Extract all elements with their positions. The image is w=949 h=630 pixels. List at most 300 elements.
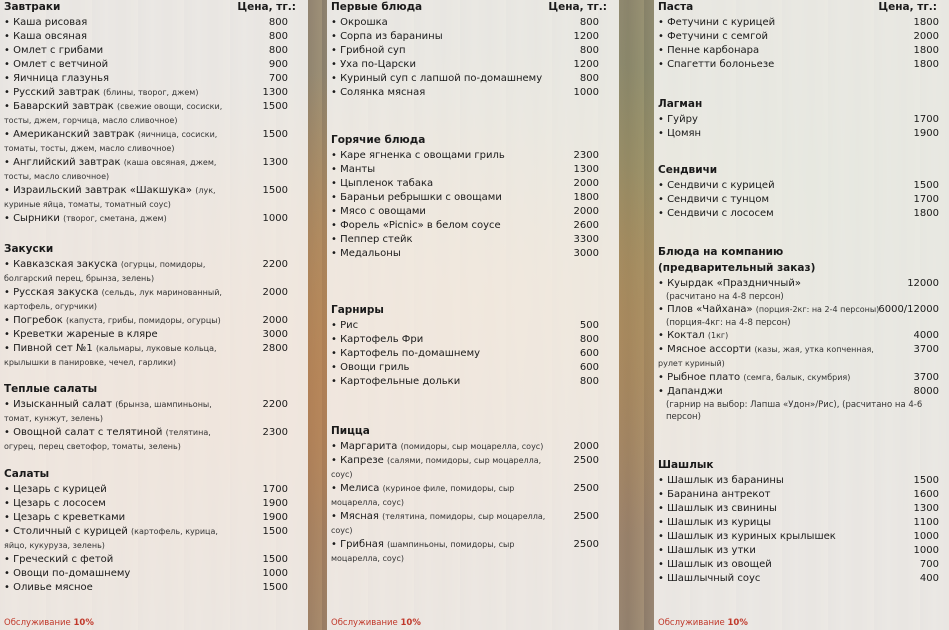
item-title: • Капрезе: [331, 455, 384, 466]
section-hot-dishes: [327, 133, 619, 261]
item-title: • Шашлычный соус: [658, 573, 761, 584]
section-header: [654, 163, 949, 179]
item-price: 1700: [913, 194, 939, 205]
section-snacks: [0, 242, 308, 370]
item-price: 1800: [913, 59, 939, 70]
item-title: • Шашлык из баранины: [658, 475, 784, 486]
item-title: • Картофель Фри: [331, 334, 424, 345]
item-title: • Английский завтрак: [4, 157, 121, 168]
menu-item: [654, 502, 949, 516]
item-name: [4, 511, 232, 525]
item-price: 1500: [262, 554, 288, 565]
section-breakfast: [0, 0, 308, 226]
item-price: 1000: [262, 213, 288, 224]
item-title: • Цезарь с курицей: [4, 484, 107, 495]
section-header: [327, 133, 619, 149]
item-title: • Мясная: [331, 511, 379, 522]
item-title: • Фетучини с семгой: [658, 31, 768, 42]
item-title: • Форель «Picnic» в белом соусе: [331, 220, 501, 231]
item-price: 800: [579, 45, 599, 56]
menu-item: [654, 113, 949, 127]
item-price: 1500: [262, 526, 288, 537]
item-name: [4, 156, 232, 184]
item-description: (лук, куриные яйца, томаты, томатный соус): [4, 186, 216, 209]
item-title: • Сендвичи с лососем: [658, 208, 774, 219]
section-title: Лагман: [658, 98, 703, 110]
item-title: • Каша рисовая: [4, 17, 88, 28]
item-name: [658, 385, 890, 399]
item-title: • Овощи по-домашнему: [4, 568, 131, 579]
item-name: [658, 58, 890, 72]
service-value: 10%: [400, 618, 421, 628]
menu-item: [0, 184, 308, 212]
service-label: Обслуживание: [658, 618, 725, 628]
item-list: [654, 179, 949, 221]
item-name: [658, 277, 890, 291]
menu-item: [327, 333, 619, 347]
item-price: 12000: [907, 278, 939, 289]
menu-item: [0, 286, 308, 314]
service-charge: [331, 618, 421, 628]
item-description: (творог, сметана, джем): [63, 214, 167, 223]
item-price: 1900: [262, 512, 288, 523]
item-title: • Бараньи ребрышки с овощами: [331, 192, 502, 203]
item-title: • Дапанджи: [658, 386, 723, 397]
item-title: • Оливье мясное: [4, 582, 93, 593]
menu-item: [327, 440, 619, 454]
section-title: Закуски: [4, 243, 54, 255]
item-name: [4, 567, 232, 581]
item-name: [331, 191, 549, 205]
item-description: (порция-2кг: на 2-4 персоны): [755, 305, 880, 314]
menu-item: [0, 398, 308, 426]
item-list: [0, 16, 308, 226]
section-sandwiches: [654, 163, 949, 221]
menu-item: [327, 454, 619, 482]
menu-column-1: [0, 0, 308, 630]
item-title: • Русская закуска: [4, 287, 99, 298]
section-warm-salads: [0, 382, 308, 454]
item-title: • Омлет с грибами: [4, 45, 104, 56]
item-title: • Гуйру: [658, 114, 698, 125]
item-title: • Мясное ассорти: [658, 344, 752, 355]
item-name: [658, 207, 890, 221]
service-value: 10%: [727, 618, 748, 628]
item-name: [658, 502, 890, 516]
section-header: [0, 467, 308, 483]
menu-item: [0, 553, 308, 567]
item-title: • Американский завтрак: [4, 129, 135, 140]
service-charge: [4, 618, 94, 628]
item-price: 1300: [262, 157, 288, 168]
item-price: 3000: [573, 248, 599, 259]
item-name: [4, 342, 232, 370]
item-description: (сельдь, лук маринованный, картофель, огурчики): [4, 288, 222, 311]
item-title: • Медальоны: [331, 248, 401, 259]
item-price: 2500: [573, 455, 599, 466]
item-price: 2000: [573, 441, 599, 452]
item-title: • Рис: [331, 320, 359, 331]
item-name: [4, 100, 232, 128]
item-name: [658, 113, 890, 127]
item-name: [658, 193, 890, 207]
item-price: 3700: [913, 344, 939, 355]
item-title: • Пенне карбонара: [658, 45, 760, 56]
item-name: [4, 553, 232, 567]
item-name: [4, 286, 232, 314]
section-title: Гарниры: [331, 304, 384, 316]
item-price: 800: [268, 17, 288, 28]
item-name: [331, 333, 549, 347]
item-price: 1000: [913, 531, 939, 542]
item-title: • Цезарь с креветками: [4, 512, 126, 523]
item-name: [4, 30, 232, 44]
section-subtitle: (предварительный заказ): [658, 262, 816, 274]
section-title: Завтраки: [4, 1, 61, 13]
menu-item: [654, 558, 949, 572]
item-title: • Каре ягненка с овощами гриль: [331, 150, 505, 161]
menu-item: [654, 179, 949, 193]
item-price: 800: [268, 31, 288, 42]
menu-item: [0, 314, 308, 328]
item-name: [331, 361, 549, 375]
item-name: [331, 149, 549, 163]
section-header: [0, 382, 308, 398]
price-header: Цена, тг.:: [237, 1, 296, 13]
item-name: [658, 530, 890, 544]
item-description: (капуста, грибы, помидоры, огурцы): [65, 316, 221, 325]
section-header: [327, 303, 619, 319]
price-header: Цена, тг.:: [878, 1, 937, 13]
section-header: [654, 245, 949, 261]
item-price: 2500: [573, 511, 599, 522]
item-price: 800: [579, 17, 599, 28]
item-name: [4, 525, 232, 553]
menu-item: [654, 58, 949, 72]
menu-item: [327, 149, 619, 163]
service-value: 10%: [73, 618, 94, 628]
item-list: [654, 16, 949, 72]
item-price: 1900: [262, 498, 288, 509]
item-title: • Маргарита: [331, 441, 398, 452]
item-name: [331, 375, 549, 389]
menu-item: [654, 127, 949, 141]
item-price: 1600: [913, 489, 939, 500]
menu-item: [327, 163, 619, 177]
item-title: • Столичный с курицей: [4, 526, 128, 537]
item-title: • Плов «Чайхана»: [658, 304, 753, 315]
menu-item: [327, 86, 619, 100]
menu-item: [654, 30, 949, 44]
item-price: 800: [268, 45, 288, 56]
menu-item: [327, 177, 619, 191]
item-list: [0, 483, 308, 595]
menu-item: [0, 328, 308, 342]
item-list: [327, 319, 619, 389]
menu-item: [0, 58, 308, 72]
item-price: 1000: [573, 87, 599, 98]
section-header: [327, 424, 619, 440]
item-name: [658, 371, 890, 385]
item-price: 6000/12000: [878, 304, 939, 315]
item-title: • Картофельные дольки: [331, 376, 461, 387]
item-name: [4, 483, 232, 497]
item-title: • Креветки жареные в кляре: [4, 329, 158, 340]
section-shashlik: [654, 458, 949, 586]
menu-item: [0, 44, 308, 58]
item-name: [331, 482, 549, 510]
menu-item: [327, 247, 619, 261]
item-price: 2000: [262, 315, 288, 326]
item-description: (яичница, сосиски, томаты, тосты, джем, масло сливочное): [4, 130, 218, 153]
menu-item: [654, 277, 949, 303]
item-name: [331, 30, 549, 44]
item-list: [654, 277, 949, 423]
item-name: [331, 440, 549, 454]
menu-item: [654, 193, 949, 207]
item-description: (каша овсяная, джем, тосты, масло сливочное): [4, 158, 217, 181]
menu-item: [654, 474, 949, 488]
service-charge: [658, 618, 748, 628]
item-name: [658, 343, 890, 371]
section-title: Горячие блюда: [331, 134, 426, 146]
item-title: • Шашлык из курицы: [658, 517, 772, 528]
item-title: • Русский завтрак: [4, 87, 100, 98]
item-description: (салями, помидоры, сыр моцарелла, соус): [331, 456, 542, 479]
item-price: 1700: [262, 484, 288, 495]
item-title: • Шашлык из свинины: [658, 503, 777, 514]
menu-item: [0, 426, 308, 454]
item-title: • Сендвичи с курицей: [658, 180, 775, 191]
item-name: [4, 212, 232, 226]
menu-item: [0, 581, 308, 595]
item-name: [4, 314, 232, 328]
section-title: Сендвичи: [658, 164, 718, 176]
service-label: Обслуживание: [331, 618, 398, 628]
item-description: (шампиньоны, помидоры, сыр моцарелла, соус): [331, 540, 515, 563]
item-title: • Израильский завтрак «Шакшука»: [4, 185, 193, 196]
item-price: 800: [579, 73, 599, 84]
item-title: • Овощи гриль: [331, 362, 410, 373]
menu-item: [654, 329, 949, 343]
item-title: • Овощной салат с телятиной: [4, 427, 163, 438]
item-name: [4, 44, 232, 58]
item-name: [331, 319, 549, 333]
item-list: [327, 440, 619, 566]
item-note: (расчитано на 4-8 персон): [666, 292, 784, 302]
item-price: 1500: [262, 185, 288, 196]
item-name: [331, 163, 549, 177]
item-price: 1000: [262, 568, 288, 579]
item-description: (казы, жая, утка копченная, рулет куриный): [658, 345, 874, 368]
item-title: • Манты: [331, 164, 376, 175]
item-price: 2200: [262, 259, 288, 270]
menu-item: [327, 191, 619, 205]
menu-item: [0, 16, 308, 30]
item-description: (картофель, курица, яйцо, кукуруза, зелень): [4, 527, 218, 550]
item-list: [0, 258, 308, 370]
item-price: 700: [919, 559, 939, 570]
item-name: [331, 58, 549, 72]
item-price: 1700: [913, 114, 939, 125]
section-header: [0, 242, 308, 258]
item-title: • Омлет с ветчиной: [4, 59, 109, 70]
item-title: • Спагетти болоньезе: [658, 59, 775, 70]
menu-item: [327, 375, 619, 389]
item-price: 1300: [913, 503, 939, 514]
item-title: • Погребок: [4, 315, 63, 326]
item-title: • Яичница глазунья: [4, 73, 110, 84]
menu-item: [327, 219, 619, 233]
item-price: 400: [919, 573, 939, 584]
item-name: [4, 86, 232, 100]
menu-item: [0, 30, 308, 44]
menu-item: [0, 342, 308, 370]
menu-item: [654, 488, 949, 502]
price-header: Цена, тг.:: [548, 1, 607, 13]
item-price: 2800: [262, 343, 288, 354]
menu-item: [0, 100, 308, 128]
item-price: 1500: [913, 180, 939, 191]
item-title: • Кавказская закуска: [4, 259, 118, 270]
item-price: 2300: [573, 150, 599, 161]
item-name: [658, 572, 890, 586]
item-title: • Греческий с фетой: [4, 554, 114, 565]
item-name: [331, 177, 549, 191]
item-price: 8000: [913, 386, 939, 397]
item-price: 1800: [913, 17, 939, 28]
item-price: 600: [579, 362, 599, 373]
menu-item: [0, 72, 308, 86]
menu-item: [327, 347, 619, 361]
item-price: 1000: [913, 545, 939, 556]
item-price: 2000: [573, 206, 599, 217]
item-name: [331, 219, 549, 233]
item-description: (кальмары, луковые кольца, крылышки в панировке, чечел, гарлики): [4, 344, 217, 367]
menu-item: [0, 156, 308, 184]
item-title: • Солянка мясная: [331, 87, 426, 98]
item-price: 1500: [262, 582, 288, 593]
item-price: 900: [268, 59, 288, 70]
menu-item: [327, 58, 619, 72]
item-title: • Цезарь с лососем: [4, 498, 106, 509]
item-price: 2000: [913, 31, 939, 42]
section-title: Первые блюда: [331, 1, 423, 13]
item-title: • Баварский завтрак: [4, 101, 114, 112]
menu-item: [654, 303, 949, 329]
item-name: [4, 398, 232, 426]
item-price: 1800: [573, 192, 599, 203]
item-price: 600: [579, 348, 599, 359]
section-header: [654, 97, 949, 113]
menu-item: [654, 544, 949, 558]
item-name: [331, 247, 549, 261]
item-description: (свежие овощи, сосиски, тосты, джем, горчица, масло сливочное): [4, 102, 223, 125]
item-price: 3700: [913, 372, 939, 383]
menu-item: [0, 212, 308, 226]
menu-item: [327, 72, 619, 86]
menu-item: [0, 483, 308, 497]
item-name: [658, 30, 890, 44]
menu-item: [327, 44, 619, 58]
item-price: 3000: [262, 329, 288, 340]
item-list: [0, 398, 308, 454]
menu-item: [0, 86, 308, 100]
item-list: [327, 149, 619, 261]
item-price: 2000: [573, 178, 599, 189]
menu-item: [0, 497, 308, 511]
menu-item: [654, 371, 949, 385]
item-title: • Пеппер стейк: [331, 234, 413, 245]
item-name: [331, 347, 549, 361]
item-title: • Мелиса: [331, 483, 380, 494]
section-header: [327, 0, 619, 16]
menu-item: [654, 385, 949, 423]
item-price: 1900: [913, 128, 939, 139]
item-list: [654, 113, 949, 141]
menu-item: [0, 258, 308, 286]
menu-item: [327, 319, 619, 333]
item-note: (гарнир на выбор: Лапша «Удон»/Рис), (расчитано на 4-6 персон): [666, 400, 923, 422]
menu-item: [327, 233, 619, 247]
menu-item: [654, 530, 949, 544]
item-list: [654, 474, 949, 586]
item-title: • Коктал: [658, 330, 705, 341]
item-title: • Сендвичи с тунцом: [658, 194, 770, 205]
item-description: (куриное филе, помидоры, сыр моцарелла, соус): [331, 484, 515, 507]
service-label: Обслуживание: [4, 618, 71, 628]
item-description: (1кг): [707, 331, 729, 340]
item-title: • Окрошка: [331, 17, 388, 28]
section-pasta: [654, 0, 949, 72]
item-name: [4, 581, 232, 595]
item-name: [658, 488, 890, 502]
item-name: [331, 86, 549, 100]
item-price: 2000: [262, 287, 288, 298]
item-price: 1800: [913, 45, 939, 56]
item-title: • Каша овсяная: [4, 31, 87, 42]
item-name: [331, 454, 549, 482]
item-name: [331, 44, 549, 58]
section-title: Блюда на компанию: [658, 246, 784, 258]
item-name: [658, 544, 890, 558]
section-title: Салаты: [4, 468, 50, 480]
item-title: • Шашлык из куриных крылышек: [658, 531, 836, 542]
item-name: [658, 179, 890, 193]
item-name: [658, 474, 890, 488]
menu-item: [327, 30, 619, 44]
menu-item: [654, 44, 949, 58]
item-note: (порция-4кг: на 4-8 персон): [666, 318, 791, 328]
item-name: [4, 258, 232, 286]
item-description: (блины, творог, джем): [103, 88, 199, 97]
menu-item: [0, 525, 308, 553]
menu-item: [327, 16, 619, 30]
menu-item: [0, 511, 308, 525]
section-title: Паста: [658, 1, 694, 13]
item-description: (телятина, помидоры, сыр моцарелла, соус): [331, 512, 546, 535]
section-first-courses: [327, 0, 619, 100]
item-name: [4, 58, 232, 72]
item-price: 4000: [913, 330, 939, 341]
item-price: 500: [579, 320, 599, 331]
menu-item: [0, 128, 308, 156]
item-name: [331, 233, 549, 247]
item-price: 1200: [573, 59, 599, 70]
item-price: 1500: [262, 101, 288, 112]
item-name: [331, 510, 549, 538]
section-sides: [327, 303, 619, 389]
